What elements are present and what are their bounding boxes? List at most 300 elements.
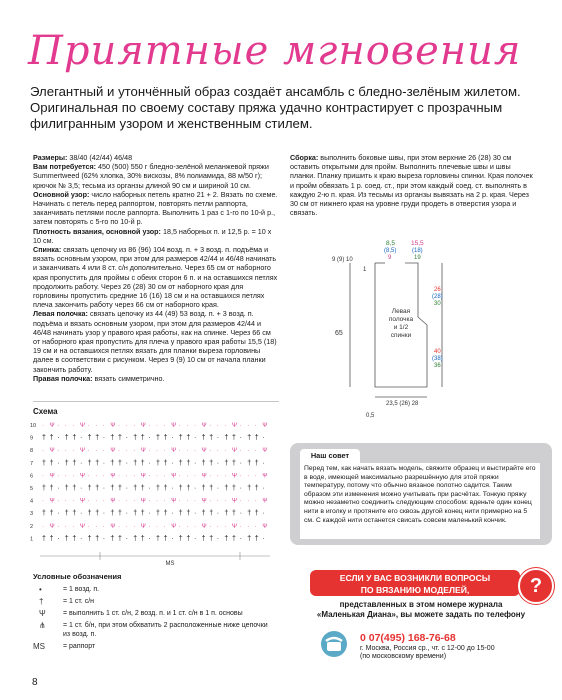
chart-stitch: · — [239, 459, 242, 467]
chart-stitch: † — [224, 535, 229, 543]
chart-stitch: † — [163, 434, 168, 442]
row-number: 8 — [30, 448, 34, 455]
chart-stitch: † — [110, 535, 115, 543]
chart-stitch: · — [216, 423, 219, 429]
chart-stitch: Ψ — [262, 448, 268, 455]
chart-stitch: · — [102, 434, 106, 442]
chart-stitch: † — [209, 459, 214, 467]
chain-icon: • — [39, 585, 42, 594]
chart-stitch: † — [95, 485, 100, 492]
chart-stitch: Ψ — [140, 473, 146, 480]
chart-stitch: · — [57, 523, 60, 530]
chart-stitch: † — [95, 535, 100, 543]
chart-stitch: † — [133, 459, 138, 467]
advice-text: Перед тем, как начать вязать модель, свяжите образец и выстирайте его в воде, имеющей максимально разрешённую для этой пряжи температуру, потому что обычно вязаное полотно садится. Таким образом эти изменения можно учитывать при расчётах. Тонкую пряжу можно незаметно соединить следующим способом: вденьте один конец нити в иголку и протяните его сквозь другой конец нити примерно на 5 см. С каждой нити останется свисать совсем маленький кончик. — [300, 463, 540, 539]
chart-stitch: Ψ — [171, 448, 177, 455]
chart-stitch: Ψ — [201, 473, 207, 480]
chart-stitch: † — [140, 510, 145, 518]
chart-stitch: † — [209, 434, 214, 442]
chart-stitch: · — [224, 498, 227, 505]
chart-stitch: · — [209, 423, 212, 429]
chart-stitch: · — [224, 448, 227, 455]
chart-stitch: † — [140, 485, 145, 492]
chart-stitch: · — [133, 523, 136, 530]
chart-stitch: Ψ — [49, 473, 55, 480]
chart-stitch: † — [49, 510, 54, 518]
chart-stitch: Ψ — [232, 523, 238, 530]
chart-stitch: † — [64, 459, 69, 467]
chart-stitch: † — [118, 459, 122, 467]
chart-stitch: · — [178, 423, 181, 429]
chart-stitch: · — [57, 498, 60, 505]
chart-stitch: † — [224, 510, 229, 518]
chart-stitch: · — [156, 448, 158, 455]
dim-right2-alt1: (38) — [432, 356, 443, 362]
chart-stitch: · — [57, 485, 60, 492]
schematic-label-4: спинки — [390, 332, 412, 339]
chart-stitch: † — [87, 485, 92, 492]
schematic-label-2: полочка — [388, 316, 414, 323]
chart-stitch: · — [216, 485, 220, 492]
dim-top1-alt2: 9 — [388, 255, 392, 261]
right-front-paragraph: Правая полочка: вязать симметрично. — [33, 373, 165, 383]
chart-stitch: Ψ — [232, 498, 238, 505]
chart-stitch: Ψ — [201, 448, 207, 455]
chart-stitch: Ψ — [171, 498, 177, 505]
chart-stitch: Ψ — [201, 498, 207, 505]
density-paragraph: Плотность вязания, основной узор: 18,5 наборных п. и 12,5 р. = 10 x 10 см. — [33, 226, 272, 245]
chart-stitch: · — [194, 485, 197, 492]
chart-stitch: † — [110, 434, 115, 442]
chart-stitch: Ψ — [262, 473, 268, 480]
chart-stitch: † — [95, 510, 100, 518]
chart-stitch: · — [118, 423, 120, 429]
chart-stitch: Ψ — [49, 423, 55, 429]
chart-stitch: † — [209, 485, 214, 492]
chart-stitch: · — [216, 510, 220, 518]
chart-stitch: † — [87, 510, 92, 518]
chart-stitch: · — [64, 448, 67, 455]
left-column — [33, 153, 279, 383]
chart-stitch: † — [156, 535, 160, 543]
chart-stitch: · — [262, 459, 265, 467]
chart-stitch: † — [178, 510, 183, 518]
chart-stitch: · — [171, 434, 174, 442]
chart-stitch: · — [57, 434, 60, 442]
chart-stitch: † — [133, 485, 138, 492]
chart-stitch: · — [194, 523, 196, 530]
chart-stitch: † — [42, 510, 46, 518]
chart-stitch: Ψ — [80, 473, 86, 480]
chart-stitch: Ψ — [171, 523, 177, 530]
chart-stitch: † — [201, 485, 206, 492]
promo-banner: ЕСЛИ У ВАС ВОЗНИКЛИ ВОПРОСЫ ПО ВЯЗАНИЮ МОДЕЛЕЙ, — [310, 570, 520, 596]
chart-stitch: · — [118, 448, 120, 455]
repeat-icon: MS — [33, 642, 45, 651]
chart-stitch: † — [254, 535, 259, 543]
chart-stitch: · — [102, 535, 106, 543]
chart-stitch: · — [42, 473, 44, 480]
chart-stitch: · — [163, 498, 166, 505]
chart-stitch: † — [186, 434, 191, 442]
promo-address: г. Москва, Россия ср., чт. с 12-00 до 15-00 (по московскому времени) — [360, 645, 495, 660]
chart-stitch: † — [133, 434, 138, 442]
chart-stitch: · — [216, 473, 219, 480]
chart-stitch: · — [171, 510, 174, 518]
dim-bottom: 23,5 (26) 28 — [386, 401, 419, 407]
chart-stitch: † — [42, 459, 46, 467]
chart-stitch: · — [239, 535, 242, 543]
dim-left-top: 9 (9) 10 — [332, 257, 353, 263]
dim-left-main: 65 — [335, 330, 343, 337]
chart-stitch: · — [156, 523, 158, 530]
row-number: 3 — [30, 511, 34, 518]
chart-stitch: † — [232, 510, 236, 518]
chart-stitch: · — [148, 423, 151, 429]
row-number: 2 — [30, 523, 34, 530]
chart-stitch: · — [171, 535, 174, 543]
chart-stitch: · — [247, 448, 250, 455]
chart-stitch: · — [72, 523, 75, 530]
chart-stitch: · — [125, 523, 128, 530]
chart-stitch: † — [72, 434, 77, 442]
promo-block — [290, 568, 552, 664]
legend-item: † = 1 ст. с/н — [39, 597, 95, 606]
chart-stitch: Ψ — [110, 473, 116, 480]
advice-title: Наш совет — [300, 449, 360, 463]
chart-stitch: † — [118, 535, 122, 543]
chart-stitch: † — [133, 510, 138, 518]
chart-stitch: Ψ — [110, 423, 116, 429]
chart-stitch: Ψ — [110, 448, 116, 455]
pattern-chart-title: Схема — [33, 407, 58, 416]
chart-stitch: · — [156, 498, 158, 505]
pattern-paragraph: Основной узор: число наборных петель кратно 21 + 2. Вязать по схеме. Начинать с петель перед раппортом, повторять петли раппорта, заканчивать петлями после раппорта. Выполнить 1 раз с 1-го по 10-й р., затем повторять с 5-го по 10-й р. — [33, 189, 278, 227]
chart-stitch: · — [224, 423, 227, 429]
chart-stitch: · — [118, 473, 120, 480]
chart-stitch: · — [80, 535, 83, 543]
chart-stitch: · — [42, 498, 44, 505]
dim-left-small: 1 — [363, 267, 367, 273]
chart-stitch: · — [216, 535, 220, 543]
chart-stitch: · — [72, 473, 75, 480]
chart-stitch: † — [64, 485, 69, 492]
chart-stitch: · — [209, 498, 212, 505]
chart-stitch: · — [57, 473, 60, 480]
chart-stitch: † — [72, 459, 77, 467]
chart-stitch: · — [156, 473, 158, 480]
back-paragraph: Спинка: связать цепочку из 86 (96) 104 возд. п. + 3 возд. п. подъёма и вязать основным узором, при этом для размеров 42/44 и 46/48 начинать и заканчивать 4 или 8 ст. с/н дополнительно. Через 65 см от наборного края пропустить для проймы с обеих сторон 6 п. и на оставшихся петлях продолжить работу. Через 26 (28) 30 см от наборного края для горловины пропустить средние 16 (16) 18 см и на оставшихся петлях плеча закончить работу через 66 см от наборного края. — [33, 245, 278, 310]
chart-stitch: · — [186, 473, 189, 480]
chart-stitch: † — [42, 535, 46, 543]
chart-stitch: · — [262, 434, 265, 442]
chart-stitch: Ψ — [110, 498, 116, 505]
chart-stitch: Ψ — [171, 423, 177, 429]
chart-stitch: · — [254, 448, 257, 455]
chart-stitch: · — [178, 448, 181, 455]
chart-stitch: · — [239, 485, 242, 492]
chart-stitch: · — [148, 459, 151, 467]
chart-stitch: · — [239, 510, 242, 518]
chart-stitch: † — [163, 459, 168, 467]
chart-stitch: Ψ — [140, 498, 146, 505]
chart-stitch: † — [42, 485, 46, 492]
chart-stitch: · — [239, 523, 242, 530]
chart-stitch: · — [171, 459, 174, 467]
chart-stitch: · — [216, 448, 219, 455]
row-number: 4 — [30, 498, 34, 505]
chart-stitch: † — [254, 510, 259, 518]
chart-stitch: · — [262, 510, 265, 518]
chart-stitch: † — [178, 434, 183, 442]
chart-stitch: Ψ — [49, 448, 55, 455]
chart-stitch: · — [262, 485, 265, 492]
chart-stitch: Ψ — [232, 473, 238, 480]
chart-stitch: Ψ — [49, 523, 55, 530]
chart-stitch: · — [102, 448, 105, 455]
chart-stitch: · — [148, 510, 151, 518]
chart-stitch: † — [209, 510, 214, 518]
legend-item: Ψ = выполнить 1 ст. с/н, 2 возд. п. и 1 ст. с/н в 1 п. основы — [39, 609, 243, 618]
chart-stitch: † — [254, 459, 259, 467]
chart-stitch: · — [262, 535, 265, 543]
chart-stitch: · — [95, 473, 98, 480]
chart-stitch: Ψ — [80, 523, 86, 530]
chart-stitch: † — [209, 535, 214, 543]
chart-stitch: · — [87, 498, 90, 505]
chart-stitch: · — [64, 523, 67, 530]
intro-paragraph: Элегантный и утончённый образ создаёт ансамбль с бледно-зелёным жилетом. Оригинальная по своему составу пряжа удачно контрастирует с прозрачным филигранным узором и женственным стилем. — [30, 84, 521, 131]
chart-stitch: · — [148, 523, 151, 530]
chart-stitch: · — [148, 498, 151, 505]
chart-stitch: · — [72, 423, 75, 429]
chart-stitch: · — [163, 423, 166, 429]
chart-stitch: · — [163, 523, 166, 530]
chart-stitch: † — [224, 434, 229, 442]
chart-stitch: · — [42, 523, 44, 530]
chart-stitch: † — [140, 459, 145, 467]
chart-stitch: · — [239, 473, 242, 480]
chart-stitch: † — [178, 485, 183, 492]
chart-stitch: Ψ — [140, 448, 146, 455]
chart-stitch: · — [125, 510, 128, 518]
left-front-paragraph: Левая полочка: связать цепочку из 44 (49) 53 возд. п. + 3 возд. п. подъёма и вязать основным узором, при этом для размеров 42/44 и 46/48 начинать узор у правого края работы, как на спинке. Через 66 см от наборного края пропустить для плеча у правого края работы 15,5 (18) 19 см и на оставшихся петлях вязать для планки выреза горловины далее в соответствии с рисунком. Через 9 (9) 10 см от начала планки закончить работу. — [33, 309, 277, 374]
chart-stitch: † — [247, 485, 252, 492]
chart-stitch: † — [87, 434, 92, 442]
sizes-paragraph: Размеры: 38/40 (42/44) 46/48 — [33, 153, 133, 162]
row-number: 1 — [30, 536, 34, 543]
chart-stitch: · — [133, 423, 136, 429]
chart-stitch: · — [87, 448, 90, 455]
chart-stitch: · — [125, 423, 128, 429]
dim-right1-alt1: (28) — [432, 294, 443, 300]
chart-stitch: † — [64, 434, 69, 442]
chart-stitch: · — [125, 459, 128, 467]
chart-stitch: † — [163, 485, 168, 492]
chart-stitch: · — [186, 423, 189, 429]
chart-stitch: † — [254, 434, 259, 442]
chart-stitch: † — [49, 535, 54, 543]
chart-stitch: · — [42, 423, 44, 429]
dim-right2-alt2: 36 — [434, 363, 441, 369]
chart-stitch: · — [72, 498, 75, 505]
chart-stitch: † — [64, 510, 69, 518]
chart-stitch: · — [125, 498, 128, 505]
chart-stitch: · — [209, 473, 212, 480]
chart-stitch: · — [57, 510, 60, 518]
chart-stitch: · — [194, 510, 197, 518]
promo-phone: 0 07(495) 168-76-68 — [360, 632, 456, 644]
chart-stitch: Ψ — [80, 498, 86, 505]
chart-stitch: Ψ — [232, 423, 238, 429]
promo-text: представленных в этом номере журнала «Маленькая Диана», вы можете задать по телефону — [316, 600, 526, 619]
chart-stitch: · — [148, 535, 151, 543]
chart-stitch: · — [57, 448, 60, 455]
row-number: 5 — [30, 486, 34, 492]
chart-stitch: · — [42, 448, 44, 455]
chart-stitch: · — [239, 498, 242, 505]
chart-stitch: † — [140, 434, 145, 442]
chart-stitch: · — [194, 473, 196, 480]
chart-stitch: † — [72, 510, 77, 518]
chart-stitch: † — [156, 510, 160, 518]
schematic-label-1: Левая — [391, 308, 411, 315]
chart-stitch: † — [156, 434, 160, 442]
row-number: 7 — [30, 460, 34, 467]
chart-stitch: Ψ — [201, 523, 207, 530]
chart-stitch: † — [72, 485, 77, 492]
chart-stitch: † — [178, 459, 183, 467]
chart-stitch: · — [216, 523, 219, 530]
chart-stitch: · — [247, 473, 250, 480]
chart-stitch: † — [201, 434, 206, 442]
chart-stitch: · — [194, 535, 197, 543]
chart-stitch: · — [125, 448, 128, 455]
chart-stitch: † — [110, 459, 115, 467]
dim-top2-alt1: (18) — [412, 248, 423, 254]
chart-stitch: † — [201, 510, 206, 518]
page-number: 8 — [32, 677, 38, 688]
chart-stitch: † — [95, 459, 100, 467]
chart-stitch: Ψ — [262, 423, 268, 429]
repeat-label: MS — [165, 561, 175, 567]
legend-item: MS = раппорт — [33, 642, 96, 651]
dim-bottom-small: 0,5 — [366, 413, 375, 419]
chart-stitch: † — [224, 485, 229, 492]
legend-item: ⋔ = 1 ст. б/н, при этом обхватить 2 расположенные ниже цепочки из возд. п. — [39, 621, 268, 638]
chart-stitch: · — [95, 498, 98, 505]
chart-stitch: † — [163, 535, 168, 543]
chart-stitch: · — [247, 523, 250, 530]
page-title: Приятные мгновения — [28, 28, 522, 74]
chart-stitch: · — [148, 485, 151, 492]
chart-stitch: · — [118, 523, 120, 530]
row-number: 9 — [30, 435, 34, 442]
chart-stitch: † — [42, 434, 46, 442]
v-stitch-icon: Ψ — [39, 609, 46, 618]
advice-box — [290, 443, 552, 545]
chart-stitch: † — [118, 510, 122, 518]
chart-stitch: † — [186, 485, 191, 492]
chart-stitch: · — [133, 448, 136, 455]
chart-stitch: · — [148, 448, 151, 455]
chart-stitch: · — [102, 510, 106, 518]
chart-stitch: · — [163, 473, 166, 480]
chart-stitch: † — [247, 510, 252, 518]
chart-stitch: † — [87, 459, 92, 467]
chart-stitch: · — [209, 448, 212, 455]
chart-stitch: † — [118, 434, 122, 442]
chart-stitch: † — [156, 459, 160, 467]
chart-stitch: · — [133, 498, 136, 505]
chart-stitch: † — [49, 434, 54, 442]
chart-stitch: · — [178, 498, 181, 505]
chart-stitch: · — [224, 473, 227, 480]
chart-stitch: Ψ — [201, 423, 207, 429]
chart-stitch: · — [148, 473, 151, 480]
legend-item: • = 1 возд. п. — [39, 585, 100, 594]
chart-stitch: Ψ — [232, 448, 238, 455]
chart-stitch: · — [156, 423, 158, 429]
chart-stitch: † — [156, 485, 160, 492]
chart-stitch: · — [87, 423, 90, 429]
chart-stitch: † — [49, 459, 54, 467]
chart-stitch: · — [194, 448, 196, 455]
question-badge-icon: ? — [518, 568, 554, 604]
dim-right2: 40 — [434, 349, 441, 355]
chart-stitch: † — [224, 459, 229, 467]
chart-stitch: · — [64, 423, 67, 429]
garment-schematic — [330, 235, 480, 435]
chart-stitch: · — [125, 485, 128, 492]
chart-stitch: · — [247, 423, 250, 429]
chart-stitch: · — [102, 473, 105, 480]
dim-right1: 26 — [434, 287, 441, 293]
chart-stitch: · — [148, 434, 151, 442]
chart-stitch: Ψ — [80, 423, 86, 429]
chart-stitch: Ψ — [110, 523, 116, 530]
chart-stitch: · — [194, 423, 196, 429]
chart-stitch: · — [254, 473, 257, 480]
chart-stitch: · — [64, 473, 67, 480]
row-number: 10 — [30, 423, 37, 429]
chart-stitch: · — [72, 448, 75, 455]
chart-stitch: † — [110, 510, 115, 518]
phone-icon — [320, 630, 348, 658]
chart-stitch: · — [247, 498, 250, 505]
chart-stitch: · — [102, 423, 105, 429]
chart-stitch: · — [209, 523, 212, 530]
chart-stitch: · — [95, 423, 98, 429]
chart-stitch: Ψ — [171, 473, 177, 480]
chart-stitch: · — [216, 498, 219, 505]
chart-stitch: † — [72, 535, 77, 543]
crochet-chart — [30, 418, 280, 568]
chart-stitch: † — [118, 485, 122, 492]
chart-stitch: · — [125, 434, 128, 442]
chart-stitch: † — [232, 485, 236, 492]
chart-stitch: · — [57, 535, 60, 543]
double-crochet-icon: † — [39, 597, 44, 606]
chart-stitch: † — [232, 459, 236, 467]
chart-stitch: † — [163, 510, 168, 518]
single-crochet-icon: ⋔ — [39, 621, 46, 630]
chart-stitch: · — [102, 498, 105, 505]
chart-stitch: · — [194, 434, 197, 442]
chart-stitch: † — [95, 434, 100, 442]
chart-stitch: · — [194, 459, 197, 467]
chart-stitch: Ψ — [140, 523, 146, 530]
